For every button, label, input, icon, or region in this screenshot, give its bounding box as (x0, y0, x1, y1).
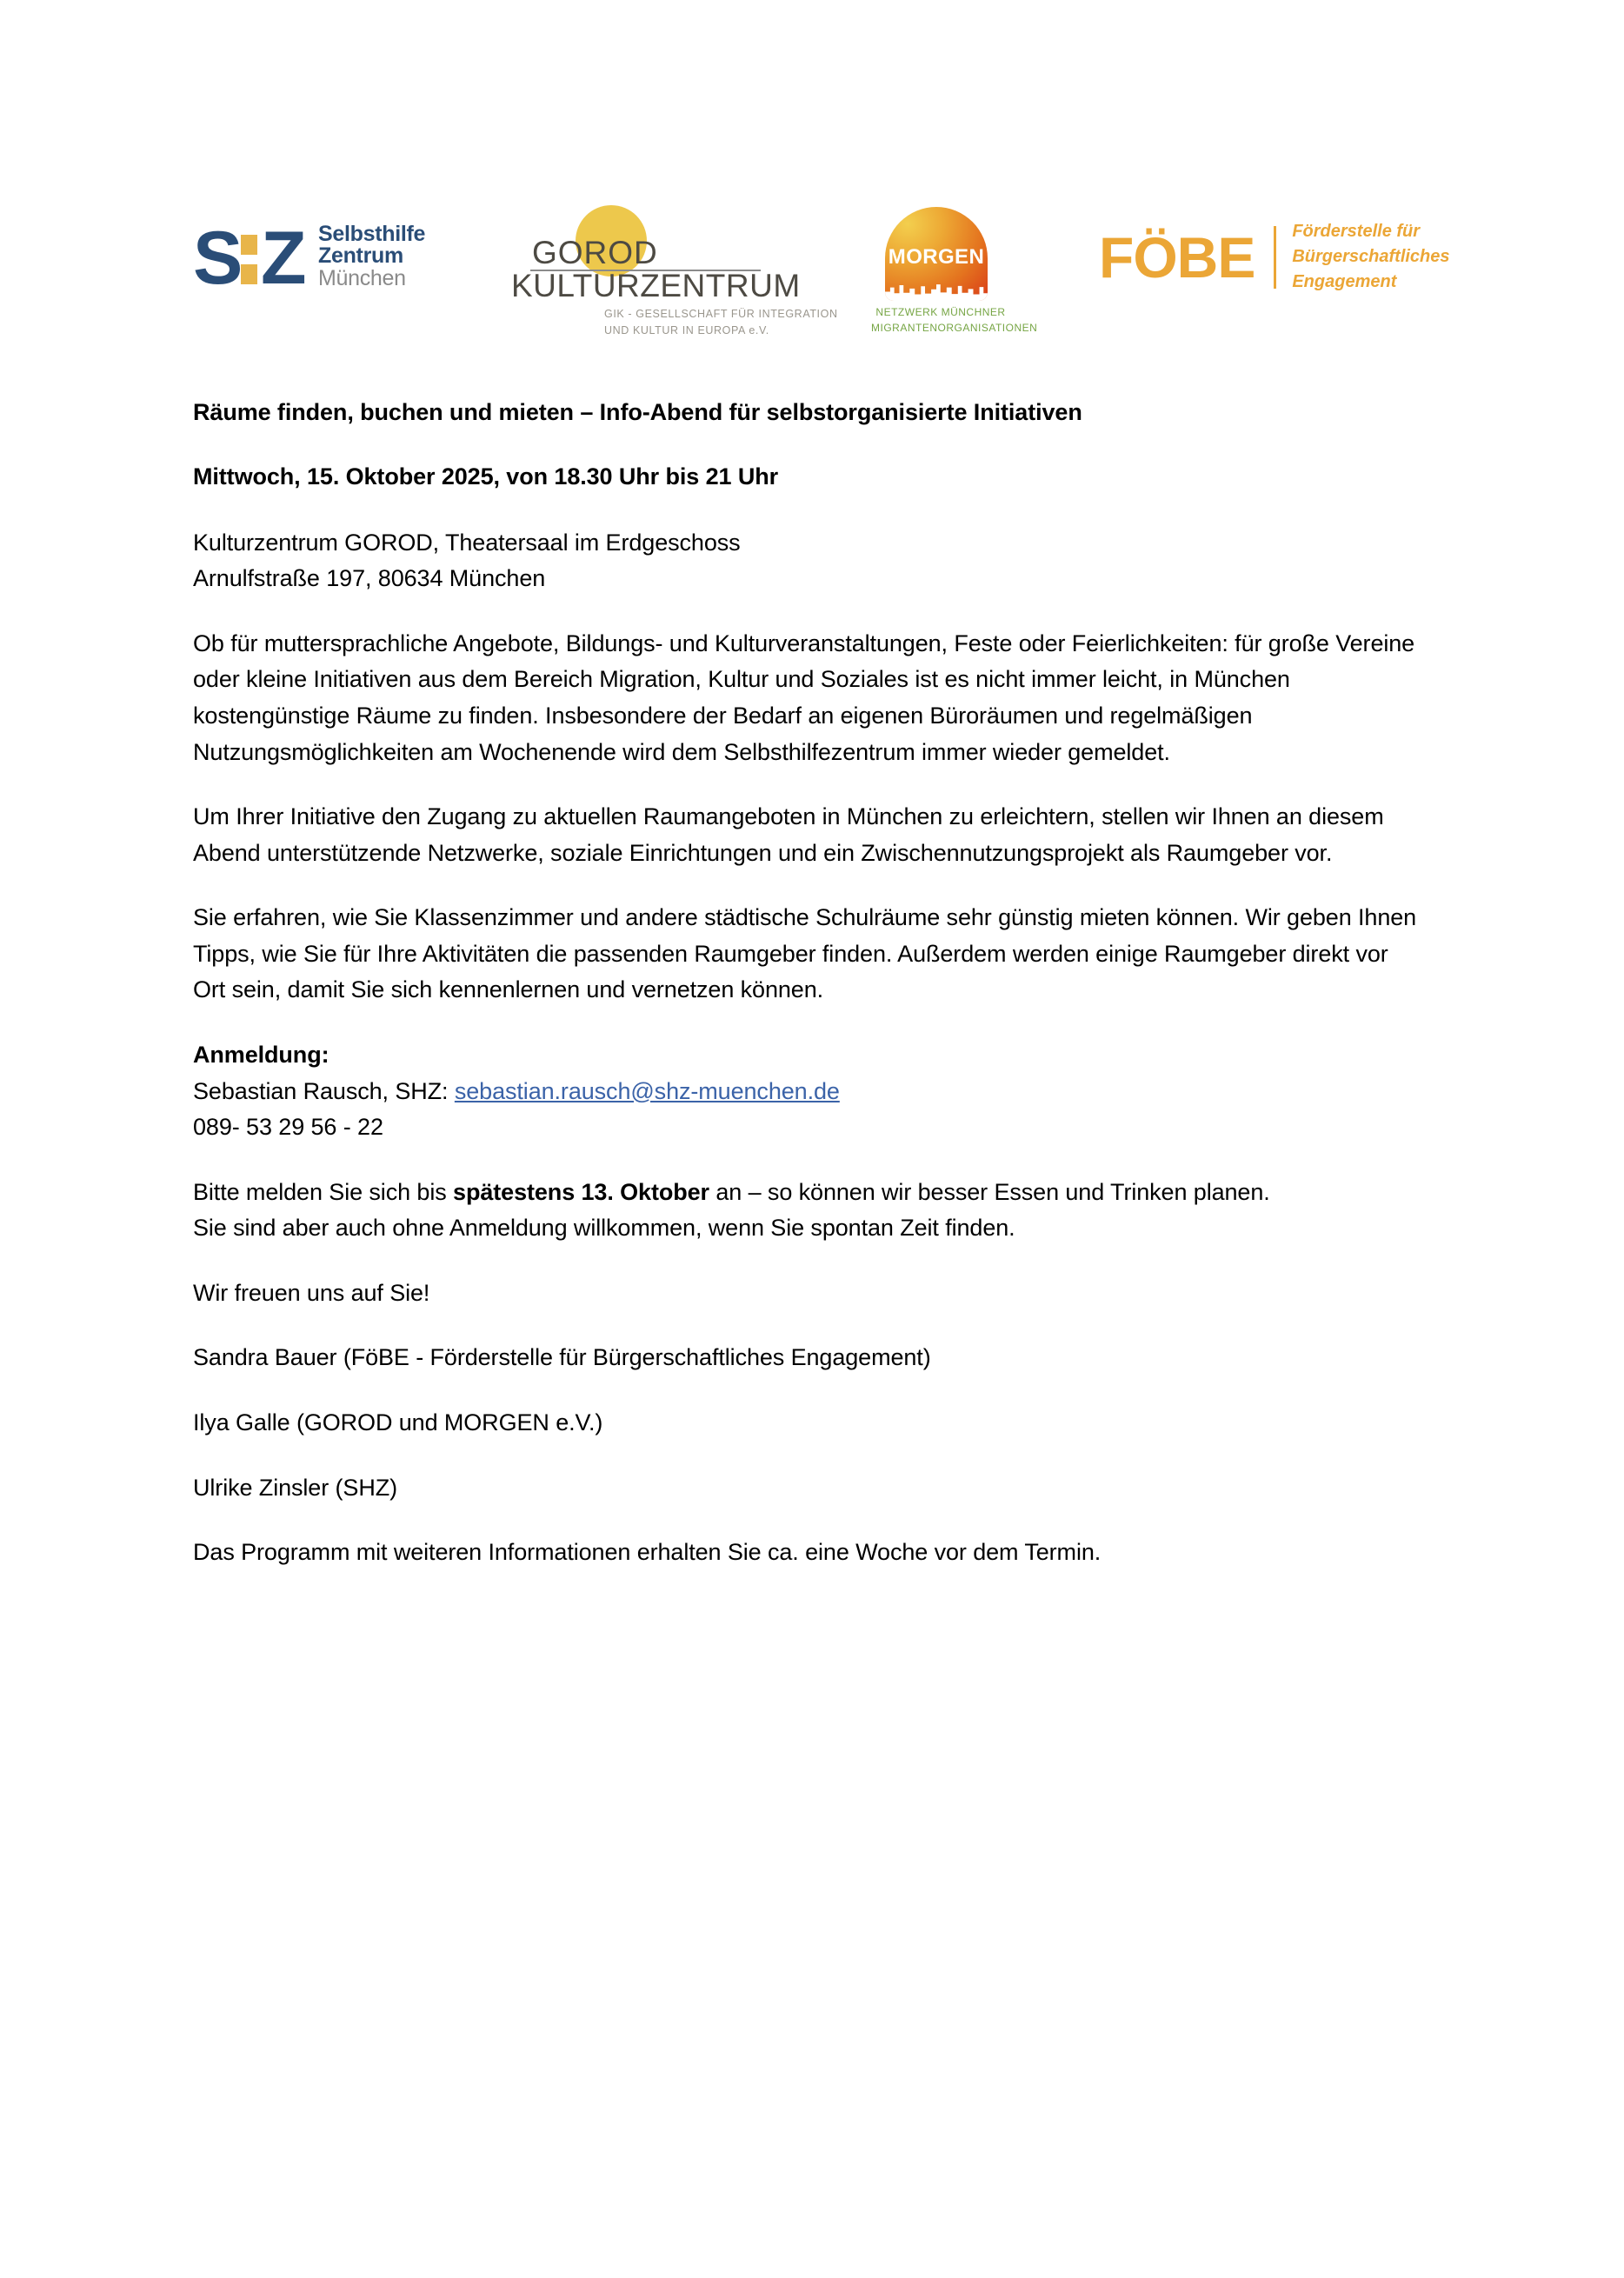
paragraph-purpose: Um Ihrer Initiative den Zugang zu aktuellen Raumangeboten in München zu erleichtern, stellen wir Ihnen an diesem Abend unterstützende Netzwerke, soziale Einrichtungen und ein Zwischennutzungsprojekt als Raumgeber vor. (193, 803, 1384, 866)
shz-letter-z: Z (261, 216, 305, 300)
venue-line-2: Arnulfstraße 197, 80634 München (193, 565, 546, 592)
shz-logo-line-1: Selbsthilfe (318, 221, 426, 246)
shz-logo-line-3: München (318, 265, 406, 290)
morgen-skyline-icon (885, 282, 988, 301)
shz-logo-mark (193, 216, 306, 300)
shz-logo-line-2: Zentrum (318, 243, 403, 269)
paragraph-intro: Ob für muttersprachliche Angebote, Bildungs- und Kulturveranstaltungen, Feste oder Feierlichkeiten: für große Vereine oder kleine Initiativen aus dem Bereich Migration, Kultur und Soziales ist es nicht immer leicht, in München kostengünstige Räume zu finden. Insbesondere der Bedarf an eigenen Büroräumen und regelmäßigen Nutzungsmöglichkeiten am Wochenende wird dem Selbsthilfezentrum immer wieder gemeldet. (193, 629, 1415, 765)
foebe-subtitle-line-1: Förderstelle für (1292, 222, 1421, 241)
foebe-subtitle-line-2: Bürgerschaftliches (1292, 247, 1450, 266)
registration-contact-name: Sebastian Rausch, SHZ: (193, 1077, 455, 1104)
venue-line-1: Kulturzentrum GOROD, Theatersaal im Erdgeschoss (193, 529, 741, 556)
gorod-word-gorod: GOROD (532, 235, 658, 270)
gorod-subtitle (604, 306, 838, 340)
foebe-subtitle (1292, 219, 1449, 295)
gorod-subtitle-line-1: GIK - GESELLSCHAFT FÜR INTEGRATION (604, 308, 838, 320)
gorod-word-kulturzentrum: KULTURZENTRUM (511, 268, 801, 303)
foebe-logo (1099, 219, 1450, 295)
shz-letter-s: S (193, 216, 242, 300)
closing-line: Wir freuen uns auf Sie! (193, 1279, 430, 1306)
morgen-subtitle (871, 304, 1038, 336)
partner-logo-band (193, 205, 1450, 337)
deadline-date: spätestens 13. Oktober (453, 1178, 709, 1205)
registration-label: Anmeldung: (193, 1042, 329, 1069)
shz-square-top (241, 235, 257, 255)
deadline-block (193, 1175, 1422, 1247)
event-title: Räume finden, buchen und mieten – Info-Abend für selbstorganisierte Initiativen (193, 399, 1082, 425)
paragraph-details: Sie erfahren, wie Sie Klassenzimmer und andere städtische Schulräume sehr günstig mieten können. Wir geben Ihnen Tipps, wie Sie für Ihre Aktivitäten die passenden Raumgeber finden. Außerdem werden einige Raumgeber direkt vor Ort sein, damit Sie sich kennenlernen und vernetzen können. (193, 904, 1417, 1003)
shz-square-bottom (241, 264, 257, 284)
morgen-subtitle-line-2: MIGRANTENORGANISATIONEN (871, 322, 1038, 334)
shz-logo-text (318, 223, 425, 290)
registration-block (193, 1037, 1422, 1146)
foebe-subtitle-line-3: Engagement (1292, 272, 1397, 291)
foebe-word: FÖBE (1099, 224, 1255, 290)
registration-email-link[interactable]: sebastian.rausch@shz-muenchen.de (454, 1077, 840, 1104)
shz-logo (193, 216, 426, 300)
signature-shz: Ulrike Zinsler (SHZ) (193, 1474, 398, 1501)
gorod-subtitle-line-2: UND KULTUR IN EUROPA e.V. (604, 324, 769, 337)
footer-note: Das Programm mit weiteren Informationen erhalten Sie ca. eine Woche vor dem Termin. (193, 1539, 1102, 1566)
venue-block (193, 525, 1422, 597)
spontaneous-note: Sie sind aber auch ohne Anmeldung willkommen, wenn Sie spontan Zeit finden. (193, 1215, 1015, 1242)
event-datetime: Mittwoch, 15. Oktober 2025, von 18.30 Uhr bis 21 Uhr (193, 463, 779, 490)
morgen-dome-icon (885, 207, 988, 301)
morgen-subtitle-line-1: NETZWERK MÜNCHNER (875, 306, 1006, 318)
foebe-divider (1274, 226, 1276, 289)
deadline-suffix: an – so können wir besser Essen und Trinken planen. (709, 1178, 1270, 1205)
deadline-prefix: Bitte melden Sie sich bis (193, 1178, 454, 1205)
document-body (193, 396, 1422, 1600)
signature-foebe: Sandra Bauer (FöBE - Förderstelle für Bürgerschaftliches Engagement) (193, 1344, 931, 1371)
morgen-word: MORGEN (888, 245, 985, 269)
morgen-logo (871, 207, 1038, 334)
gorod-logo (511, 205, 838, 337)
signature-gorod-morgen: Ilya Galle (GOROD und MORGEN e.V.) (193, 1409, 603, 1436)
registration-phone: 089- 53 29 56 - 22 (193, 1114, 383, 1141)
